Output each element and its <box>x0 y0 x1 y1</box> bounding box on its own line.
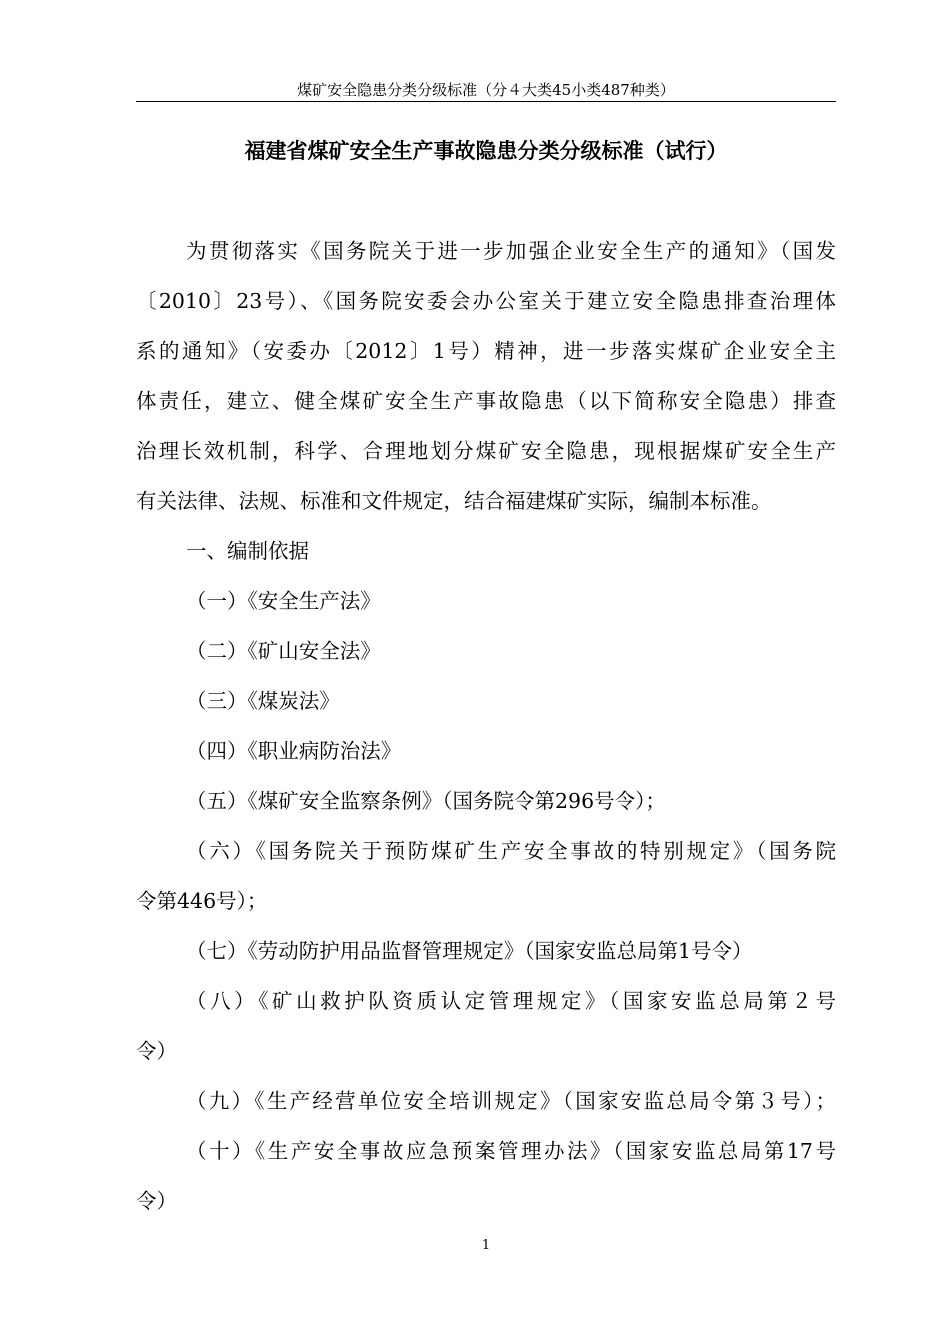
intro-line: 体责任，建立、健全煤矿安全生产事故隐患（以下简称安全隐患）排查 <box>136 389 836 413</box>
basis-item: （六）《国务院关于预防煤矿生产安全事故的特别规定》（国务院 <box>186 839 836 863</box>
basis-item: （八）《矿山救护队资质认定管理规定》（国家安监总局第２号 <box>186 989 836 1013</box>
intro-line: 治理长效机制，科学、合理地划分煤矿安全隐患，现根据煤矿安全生产 <box>136 439 836 463</box>
intro-line: 为贯彻落实《国务院关于进一步加强企业安全生产的通知》（国发 <box>186 239 836 263</box>
basis-item: （五）《煤矿安全监察条例》（国务院令第296号令）； <box>186 789 666 813</box>
header-rule <box>136 101 836 102</box>
basis-item: （一）《安全生产法》 <box>186 589 381 613</box>
basis-item: （二）《矿山安全法》 <box>186 639 381 663</box>
intro-line: 系的通知》（安委办〔2012〕1号）精神，进一步落实煤矿企业安全主 <box>136 339 836 363</box>
document-title: 福建省煤矿安全生产事故隐患分类分级标准（试行） <box>244 139 728 163</box>
basis-item-continuation: 令） <box>136 1189 177 1213</box>
intro-line: 〔2010〕23号）、《国务院安委会办公室关于建立安全隐患排查治理体 <box>136 289 836 313</box>
basis-item: （九）《生产经营单位安全培训规定》（国家安监总局令第３号）； <box>186 1089 836 1113</box>
page-number: 1 <box>481 1238 491 1253</box>
basis-item: （四）《职业病防治法》 <box>186 739 402 763</box>
basis-item-continuation: 令第446号）； <box>136 889 268 913</box>
basis-item: （三）《煤炭法》 <box>186 689 340 713</box>
basis-item: （十）《生产安全事故应急预案管理办法》（国家安监总局第17号 <box>186 1139 836 1163</box>
section-heading: 一、编制依据 <box>186 539 309 563</box>
running-header: 煤矿安全隐患分类分级标准（分４大类45小类487种类） <box>297 81 675 99</box>
basis-item: （七）《劳动防护用品监督管理规定》（国家安监总局第1号令） <box>186 939 753 963</box>
intro-paragraph <box>136 226 836 526</box>
intro-line: 有关法律、法规、标准和文件规定，结合福建煤矿实际，编制本标准。 <box>136 489 772 513</box>
basis-item-continuation: 令） <box>136 1039 177 1063</box>
document-body <box>136 226 836 1226</box>
